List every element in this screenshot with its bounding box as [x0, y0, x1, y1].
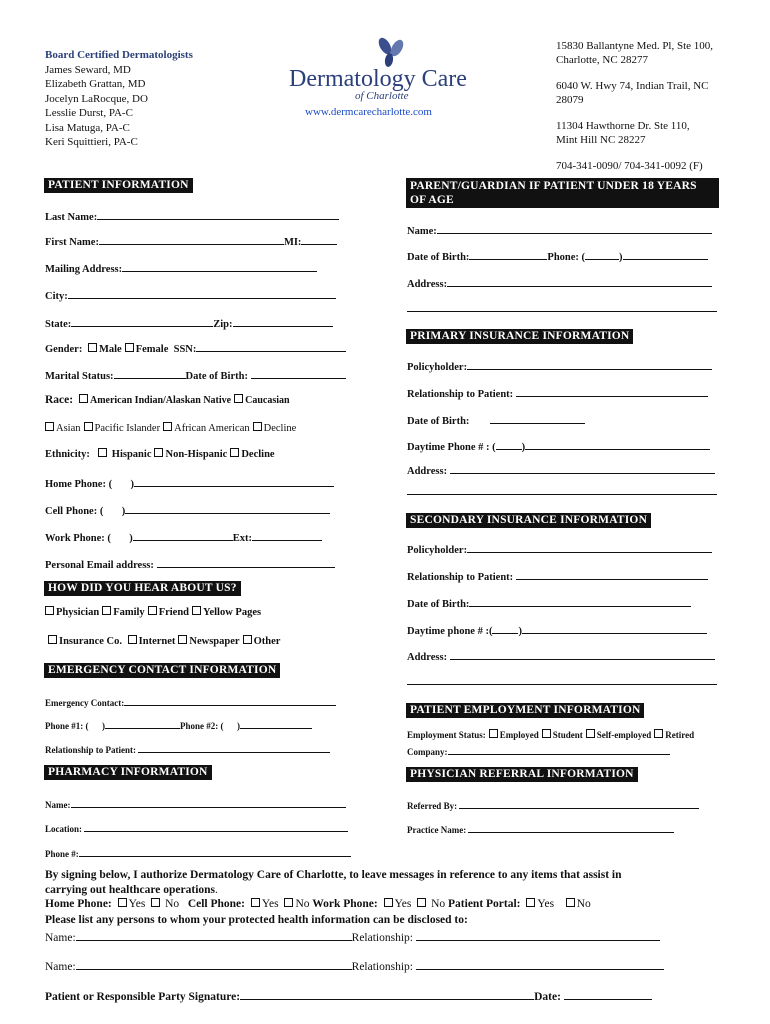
provider-name: Lesslie Durst, PA-C: [45, 107, 133, 119]
primary-relationship-field[interactable]: Relationship to Patient:: [407, 385, 708, 400]
first-name-field[interactable]: First Name: MI:: [45, 233, 337, 248]
secondary-policyholder-field[interactable]: Policyholder:: [407, 541, 712, 556]
male-checkbox[interactable]: [88, 343, 97, 352]
list-persons-text: Please list any persons to whom your protected health information can be disclosed to:: [45, 914, 468, 926]
referred-by-field[interactable]: Referred By:: [407, 797, 699, 811]
address-line: 15830 Ballantyne Med. Pl, Ste 100,: [556, 40, 714, 52]
guardian-heading: PARENT/GUARDIAN IF PATIENT UNDER 18 YEARS OF AGE: [406, 178, 719, 208]
emergency-phones-field[interactable]: Phone #1: ( ) Phone #2: ( ): [45, 717, 312, 731]
address-block: [556, 40, 756, 174]
pharmacy-location-field[interactable]: Location:: [45, 820, 348, 834]
emergency-contact-field[interactable]: Emergency Contact:: [45, 694, 336, 708]
practice-name-field[interactable]: Practice Name:: [407, 821, 674, 835]
hear-options-2[interactable]: Insurance Co. Internet Newspaper Other: [45, 635, 280, 647]
message-permissions[interactable]: Home Phone: Yes No Cell Phone: Yes No Work Phone: Yes No Patient Portal: Yes No: [45, 898, 591, 910]
consent-line-2: carrying out healthcare operations.: [45, 883, 218, 896]
hear-options-1[interactable]: Physician Family Friend Yellow Pages: [42, 606, 261, 618]
practice-title: Board Certified Dermatologists: [45, 49, 193, 61]
address-line: Mint Hill NC 28227: [556, 133, 646, 146]
primary-policyholder-field[interactable]: Policyholder:: [407, 358, 712, 373]
primary-daytime-field[interactable]: Daytime Phone # : ( ): [407, 438, 710, 453]
primary-dob-field[interactable]: Date of Birth:: [407, 412, 585, 427]
state-zip-field[interactable]: State: Zip:: [45, 315, 333, 330]
city-field[interactable]: City:: [45, 287, 336, 302]
marital-dob-field[interactable]: Marital Status: Date of Birth:: [45, 367, 346, 382]
guardian-name-field[interactable]: Name:: [407, 222, 712, 237]
logo-sub: of Charlotte: [355, 90, 409, 102]
logo: [285, 36, 475, 126]
employment-status-field[interactable]: Employment Status: Employed Student Self-employed Retired: [407, 730, 695, 740]
guardian-dob-phone-field[interactable]: Date of Birth: Phone: ( ): [407, 248, 708, 263]
provider-name: Lisa Matuga, PA-C: [45, 121, 130, 134]
primary-address-line2[interactable]: [407, 494, 717, 495]
employment-heading: PATIENT EMPLOYMENT INFORMATION: [406, 703, 644, 718]
guardian-address-field[interactable]: Address:: [407, 275, 712, 290]
ethnicity-field[interactable]: Ethnicity: Hispanic Non-Hispanic Decline: [45, 449, 275, 460]
secondary-address-field[interactable]: Address:: [407, 648, 715, 663]
secondary-address-line2[interactable]: [407, 684, 717, 685]
last-name-field[interactable]: Last Name:: [45, 208, 339, 223]
provider-name: James Seward, MD: [45, 63, 131, 76]
consent-line-1: By signing below, I authorize Dermatology Care of Charlotte, to leave messages in reference to any items that assist in: [45, 869, 622, 881]
secondary-heading: SECONDARY INSURANCE INFORMATION: [406, 513, 651, 528]
leaf-icon: [371, 36, 411, 70]
phone-fax: 704-341-0090/ 704-341-0092 (F): [556, 160, 703, 172]
employment-company-field[interactable]: Company:: [407, 743, 670, 757]
address-line: 6040 W. Hwy 74, Indian Trail, NC: [556, 80, 709, 92]
secondary-dob-field[interactable]: Date of Birth:: [407, 595, 691, 610]
logo-main: Dermatology Care: [289, 66, 467, 92]
secondary-relationship-field[interactable]: Relationship to Patient:: [407, 568, 708, 583]
disclosure-row-1[interactable]: Name: Relationship:: [45, 929, 660, 944]
pharmacy-name-field[interactable]: Name:: [45, 796, 346, 810]
email-field[interactable]: Personal Email address:: [45, 556, 335, 571]
pharmacy-phone-field[interactable]: Phone #:: [45, 845, 351, 859]
emergency-relationship-field[interactable]: Relationship to Patient:: [45, 741, 330, 755]
gender-ssn-field[interactable]: Gender: Male Female SSN:: [45, 340, 346, 355]
emergency-heading: EMERGENCY CONTACT INFORMATION: [44, 663, 280, 678]
address-line: 28079: [556, 93, 584, 106]
race-field-2[interactable]: Asian Pacific Islander African American Decline: [42, 422, 296, 434]
provider-name: Keri Squittieri, PA-C: [45, 136, 138, 148]
primary-heading: PRIMARY INSURANCE INFORMATION: [406, 329, 633, 344]
female-checkbox[interactable]: [125, 343, 134, 352]
disclosure-row-2[interactable]: Name: Relationship:: [45, 958, 664, 973]
address-line: Charlotte, NC 28277: [556, 53, 648, 66]
home-phone-field[interactable]: Home Phone: ( ): [45, 475, 334, 490]
hear-heading: HOW DID YOU HEAR ABOUT US?: [44, 581, 241, 596]
referral-heading: PHYSICIAN REFERRAL INFORMATION: [406, 767, 638, 782]
patient-info-heading: PATIENT INFORMATION: [44, 178, 193, 193]
primary-address-field[interactable]: Address:: [407, 462, 715, 477]
secondary-daytime-field[interactable]: Daytime phone # :( ): [407, 622, 707, 637]
provider-name: Jocelyn LaRocque, DO: [45, 92, 148, 105]
consent-text: [45, 868, 735, 897]
address-line: 11304 Hawthorne Dr. Ste 110,: [556, 120, 690, 132]
website-link[interactable]: www.dermcarecharlotte.com: [305, 106, 432, 118]
provider-name: Elizabeth Grattan, MD: [45, 78, 146, 90]
provider-block: [45, 48, 275, 150]
work-phone-field[interactable]: Work Phone: ( ) Ext:: [45, 529, 322, 544]
mailing-address-field[interactable]: Mailing Address:: [45, 260, 317, 275]
pharmacy-heading: PHARMACY INFORMATION: [44, 765, 212, 780]
guardian-address-line2[interactable]: [407, 311, 717, 312]
signature-row[interactable]: Patient or Responsible Party Signature: Date:: [45, 988, 652, 1003]
race-field[interactable]: Race: American Indian/Alaskan Native Caucasian: [45, 394, 290, 406]
cell-phone-field[interactable]: Cell Phone: ( ): [45, 502, 330, 517]
